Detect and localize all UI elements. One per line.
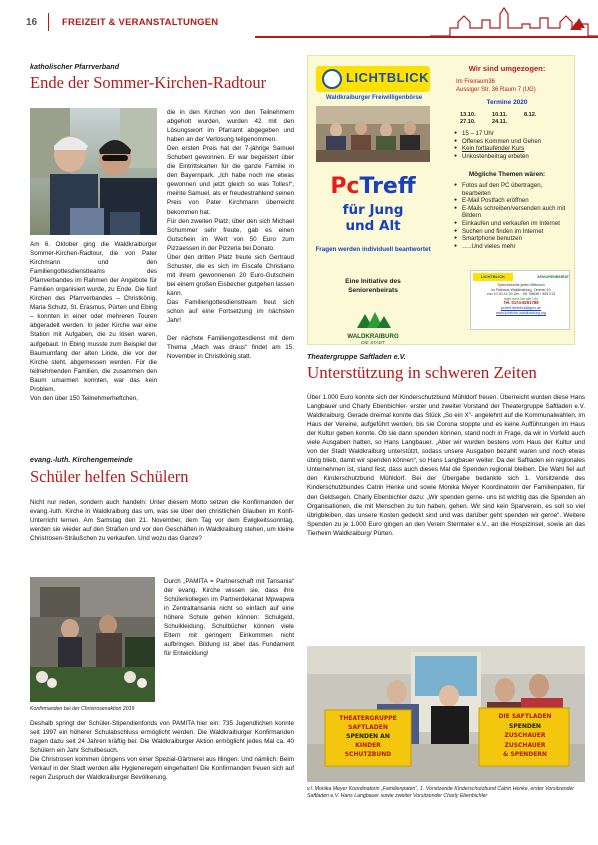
article1-col2-p1: die in den Kirchen von den Teilnehmern abgeholt wurden, wurden 42 mit den Lösungswort im Pfarramt abgegeben und haben an der Verlosung teilgenommen. <box>167 109 294 144</box>
themen-bullet: ● Suchen und finden im Internet <box>454 228 572 236</box>
moved-line1: Im Freiraum36 <box>456 79 496 85</box>
initiative-line1: Eine Initiative des <box>345 278 401 285</box>
themen-bullets <box>454 182 572 250</box>
article2-full-p2: Die Christrosen kommen übrigens von einer Spezial-Gärtnerei aus Illingen. Und nämlich: Beim Verkauf in der Stadt werden alle Hygieneregeln eingehalten! Die Konfirmanden freuen sich auf regen Zuspruch der Waldkraiburger Bevölkerung. <box>30 756 294 782</box>
themen-bullet: ● …..Und vieles mehr <box>454 243 572 251</box>
card-line: von 10.30-11.30 Uhr - Tel. 08638 / 959 213 <box>486 292 556 297</box>
sign-left-text <box>327 714 409 759</box>
lichtblick-logo <box>316 66 430 92</box>
sign-left-line: THEATERGRUPPE <box>339 715 397 722</box>
article3-body: Über 1.000 Euro konnte sich der Kinderschutzbund Mühldorf freuen. Überreicht wurden diese Hans Langbauer und Charly Ebenbichler- erster und zweiter Vorstand der Theatergruppe Saftladen e.V. Waldkraiburg. Gerade dreimal konnte das Stück „So ein X“- angelehnt auf die Kommunalwahlen, im Haus der Vereine, aufgeführt werden, bis sie Corona stoppte und es keine Aufführungen im Haus der Kultur geben konnte. Ob sie dann spenden können, stand noch in Frage, da wir in Vorfeld auch viele Ausgaben hatten, so Hans Langbauer. „Aber wir wurden bestens vom Haus der Kultur und von der Stadt Waldkraiburg unterstützt, sodass unsere Ausgaben bezahlt waren und noch etwas übrig blieb, damit wir spenden können“, so Hans Langbauer weiter. Da der Saftladen ein regionales Unternehmen ist, stand fest, dass auch dieses Mal die Spenden regional bleiben. Die Wahl fiel auf den Kinderschutzbund Mühldorf. Bei der Übergabe bedankte sich 1. Vorsitzende des Kinderschutzbundes Catrin Henke und sowie Monika Meyer Koordinatorin der Familienpaten, für den Geldsegen. Charly Ebenbichler dazu: „Wir spenden gerne- uns ist wichtig das die Spenden an Organisationen, die mit Menschen zu tun haben, gehen. Wir sind kein Sparverein, es soll so viel übrigbleiben, das unsere Kosten gedeckt sind und was darüber geht spenden wir gerne“. Weitere Spenden zu je 1.000 Euro gingen an den Verein Sterntaler e.V., an die Hospizinsel, sowie an das Tierheim Waldkraiburg/ Pürten. <box>307 394 585 537</box>
termine-dates <box>460 112 560 127</box>
section-title: FREIZEIT & VERANSTALTUNGEN <box>62 17 219 28</box>
pctreff-group-photo <box>316 106 430 162</box>
card-line: oder rund um die Uhr <box>504 296 538 301</box>
card-website[interactable]: www.lichtblick-waldkraiburg.org <box>496 310 546 315</box>
themen-bullet: ● Smartphone benutzen <box>454 235 572 243</box>
spendenuebergabe-photo <box>307 646 585 782</box>
waldkraiburg-logo <box>308 310 438 345</box>
contact-card <box>470 270 570 330</box>
date-3: 8.12. <box>524 112 537 118</box>
waldkraiburg-sub: DIE STADT <box>361 340 385 345</box>
card-line: Sprechstunde jeden Mittwoch <box>497 283 545 287</box>
ad-left-column <box>308 56 438 346</box>
moved-address <box>456 78 576 94</box>
article1-title: Ende der Sommer-Kirchen-Radtour <box>30 73 267 92</box>
sign-left-line: SCHUTZBUND <box>344 751 392 758</box>
sign-right-line: SPENDEN <box>509 722 541 730</box>
article2-title: Schüler helfen Schülern <box>30 467 189 486</box>
info-bullet: ● Unkostenbeitrag erbeten <box>454 153 572 161</box>
page-number: 16 <box>26 17 38 28</box>
article1-col2-p6: Der nächste Familiengottesdienst mit dem Thema „Mach was draus“ findet am 15. November in Christkönig statt. <box>167 335 294 361</box>
sign-right-line: & SPENDERN <box>503 751 547 758</box>
date-2: 10.11. <box>492 112 508 118</box>
date-1: 13.10. <box>460 112 476 118</box>
sign-left-line: KINDER <box>355 742 381 749</box>
city-skyline-icon <box>430 4 598 38</box>
themen-bullet: ● Fotos auf den PC übertragen, bearbeiten <box>454 182 572 197</box>
info-bullet: ● 15 – 17 Uhr <box>454 130 572 138</box>
article3-kicker: Theatergruppe Saftladen e.V. <box>307 352 406 361</box>
contact-card-logos <box>473 273 569 281</box>
article1-col2-p3: Für den zweiten Platz, über den sich Michael Schummer sehr freute, gab es einen Gutschein im Wert von 50 Euro zum Pizzaessen in der Pizzeria bei Donato. <box>167 217 294 252</box>
page-header <box>0 0 598 46</box>
sign-right-text <box>483 712 567 760</box>
pctreff-title <box>308 174 438 200</box>
termine-title: Termine 2020 <box>486 99 528 106</box>
contact-card-content <box>473 273 569 315</box>
info-bullets <box>454 130 572 160</box>
date-4: 27.10. <box>460 119 476 126</box>
article1-col1-p1: Am 6. Oktober ging die Waldkraiburger Sommer-Kirchen-Radtour, die von Pater Kirchmann und den Familiengottesdienstteams des Pfarrverbandes im Rahmen der Angebote für Familien organisiert wurde, zu Ende. Die fünf Kirchen des Pfarrverbandes – Christkönig, Maria Schutz, St. Erasmus, Pürten und Ebing – konnten in einer oder mehreren Touren abgeradelt werden. In jeder Kirche war eine Station mit Aufgaben, die zu lösen waren, aufgebaut. In Ebing musste zum Beispiel der Baumumfang der alten Linde, die vor der Kirche steht, abgemessen werden. Für die teilnehmenden Familien, die zusammen den Baum umarmen konnten, war das kein Problem. <box>30 241 157 393</box>
sign-right-line: ZUSCHAUER <box>504 741 546 749</box>
themen-bullet: ● E-Mail Postfach eröffnen <box>454 197 572 205</box>
article2-full <box>30 719 294 813</box>
article2-kicker: evang.-luth. Kirchengemeinde <box>30 455 133 464</box>
card-email[interactable]: pctreff-lichtblick@gmx.de <box>500 305 542 310</box>
konfirmanden-caption: Konfirmanden bei der Christrosenaktion 2019 <box>30 706 135 712</box>
jung-line: für Jung <box>342 202 404 218</box>
sign-right-line: ZUSCHAUER <box>504 732 546 739</box>
card-line: im Rathaus Waldkraiburg, Zimmer 10 <box>491 287 551 292</box>
lichtblick-wordmark: LICHTBLICK <box>346 70 429 85</box>
article1-col1-p2: Von den über 150 Teilnehmerheftchen, <box>30 394 139 402</box>
themen-title: Mögliche Themen wären: <box>468 171 546 178</box>
pctreff-ad <box>307 55 575 345</box>
family-bike-photo <box>30 108 157 235</box>
sign-right-line: DIE SAFTLADEN <box>498 713 552 720</box>
pctreff-treff: Treff <box>359 174 416 199</box>
moved-line2: Aussiger Str. 36 Raum 7 (UG) <box>456 87 536 93</box>
info-bullet: ● Offenes Kommen und Gehen <box>454 138 572 146</box>
article1-col2-p2: Den ersten Preis hat der 7-jährige Samuel Schubert gewonnen. Er war begeistert über die Eintrittskarten für die ganze Familie in den Bayernpark. „Ich habe noch nie etwas gewonnen und jetzt gleich so was Tolles!“, meinte Samuel, als er freudestrahlend seinen Preis von Pater Kirchmann überreicht bekommen hat. <box>167 145 294 216</box>
card-phone: Tel. 0174-8261788 <box>503 300 539 306</box>
konfirmanden-photo <box>30 577 155 702</box>
info-bullet: ● Kein fortlaufender Kurs <box>454 145 572 153</box>
smiley-icon <box>322 69 342 89</box>
jung-alt-tagline <box>308 202 438 234</box>
header-divider <box>48 13 49 31</box>
spendenuebergabe-caption: v.l. Monika Meyer Koordinatorin „Familienpaten“, 1. Vorsitzende Kinderschutzbund Catrin Henke, erster Vorsitzender Saftladen e.V. Hans Langbauer sowie zweiter Vorsitzender Charly Ebenbichler <box>307 786 575 799</box>
article1-col1 <box>30 240 157 430</box>
article2-full-p1: Deshalb springt der Schüler-Stipendienfonds von PAMITA hier ein: 735 Jugendlichen konnte seit 1997 ein höherer Schulabschluss ermöglicht werden. Die Waldkraiburger Konfirmanden tragen dazu seit 24 Jahren kräftig bei: Die Waldkraiburger Aktion ermöglicht jedes Mal ca. 40 Schülern ein Jahr Schulbesuch. <box>30 720 294 755</box>
article1-col2 <box>167 108 294 430</box>
waldkraiburg-name: WALDKRAIBURG <box>347 333 399 340</box>
article1-col2-p5: Das Familiengottesdienstteam freut sich schon auf eine Fortsetzung im nächsten Jahr! <box>167 298 294 325</box>
initiative-line2: Seniorenbeirats <box>348 286 398 294</box>
lichtblick-mini-logo: LICHTBLICK <box>473 273 513 281</box>
sign-left-line: SAFTLADEN <box>348 724 388 731</box>
pctreff-pc: Pc <box>330 174 360 199</box>
themen-bullet: ● E-Mails schreiben/versenden auch mit Bildern <box>454 205 572 220</box>
lichtblick-subtitle: Waldkraiburger Freiwilligenbörse <box>325 94 423 101</box>
article2-side: Durch „PAMITA = Partnerschaft mit Tansania“ der evang. Kirche wissen sie, dass ihre Schülerkollegen im Partnerdekanat Mpwapwa in Zentraltansania nicht so einfach auf eine höhere Schule gehen können: Schulgeld, Schulkleidung, Schulbücher können viele Eltern mit geringem Einkommen nicht aufbringen. Bildung ist aber das Fundament für Entwicklung! <box>164 578 294 658</box>
initiative-text <box>308 278 438 295</box>
article1-kicker: katholischer Pfarrverband <box>30 62 120 71</box>
seniorenbeirat-mini-logo: SENIORENBEIRAT <box>537 274 569 279</box>
article2-intro: Nicht nur reden, sondern auch handeln: Unter diesem Motto setzen die Konfirmanden der evang.-luth. Kirche in Waldkraiburg das um, was sie über den christlichen Glauben im Konfi-Unterricht lernen. Am Samstag den 21. November, dem Tag vor dem Ewigkeitssonntag, werden sie wieder auf den Straßen und vor den Geschäften in Waldkraiburg stehen, um kleine Christrosen-Sträußchen zu verkaufen. Und wozu das Ganze? <box>30 499 294 543</box>
date-5: 24.11. <box>492 119 508 126</box>
fragen-text: Fragen werden individuell beantwortet <box>315 246 431 253</box>
alt-line: und Alt <box>345 218 401 234</box>
sign-left-line: SPENDEN AN <box>346 733 390 740</box>
article3-title: Unterstützung in schweren Zeiten <box>307 363 537 382</box>
moved-title: Wir sind umgezogen: <box>468 64 546 73</box>
waldkraiburg-tree-icon <box>353 310 393 328</box>
article1-col2-p4: Über den dritten Platz freute sich Gertraud Schuster, die es sich im Eiscafe Christiano mit ihrem gewonnenen 20 Euro-Gutschein bei einem großen Eisbecher gutgehen lassen kann. <box>167 253 294 297</box>
ad-right-column <box>438 56 576 346</box>
themen-bullet: ● Einkaufen und verkaufen im Internet <box>454 220 572 228</box>
